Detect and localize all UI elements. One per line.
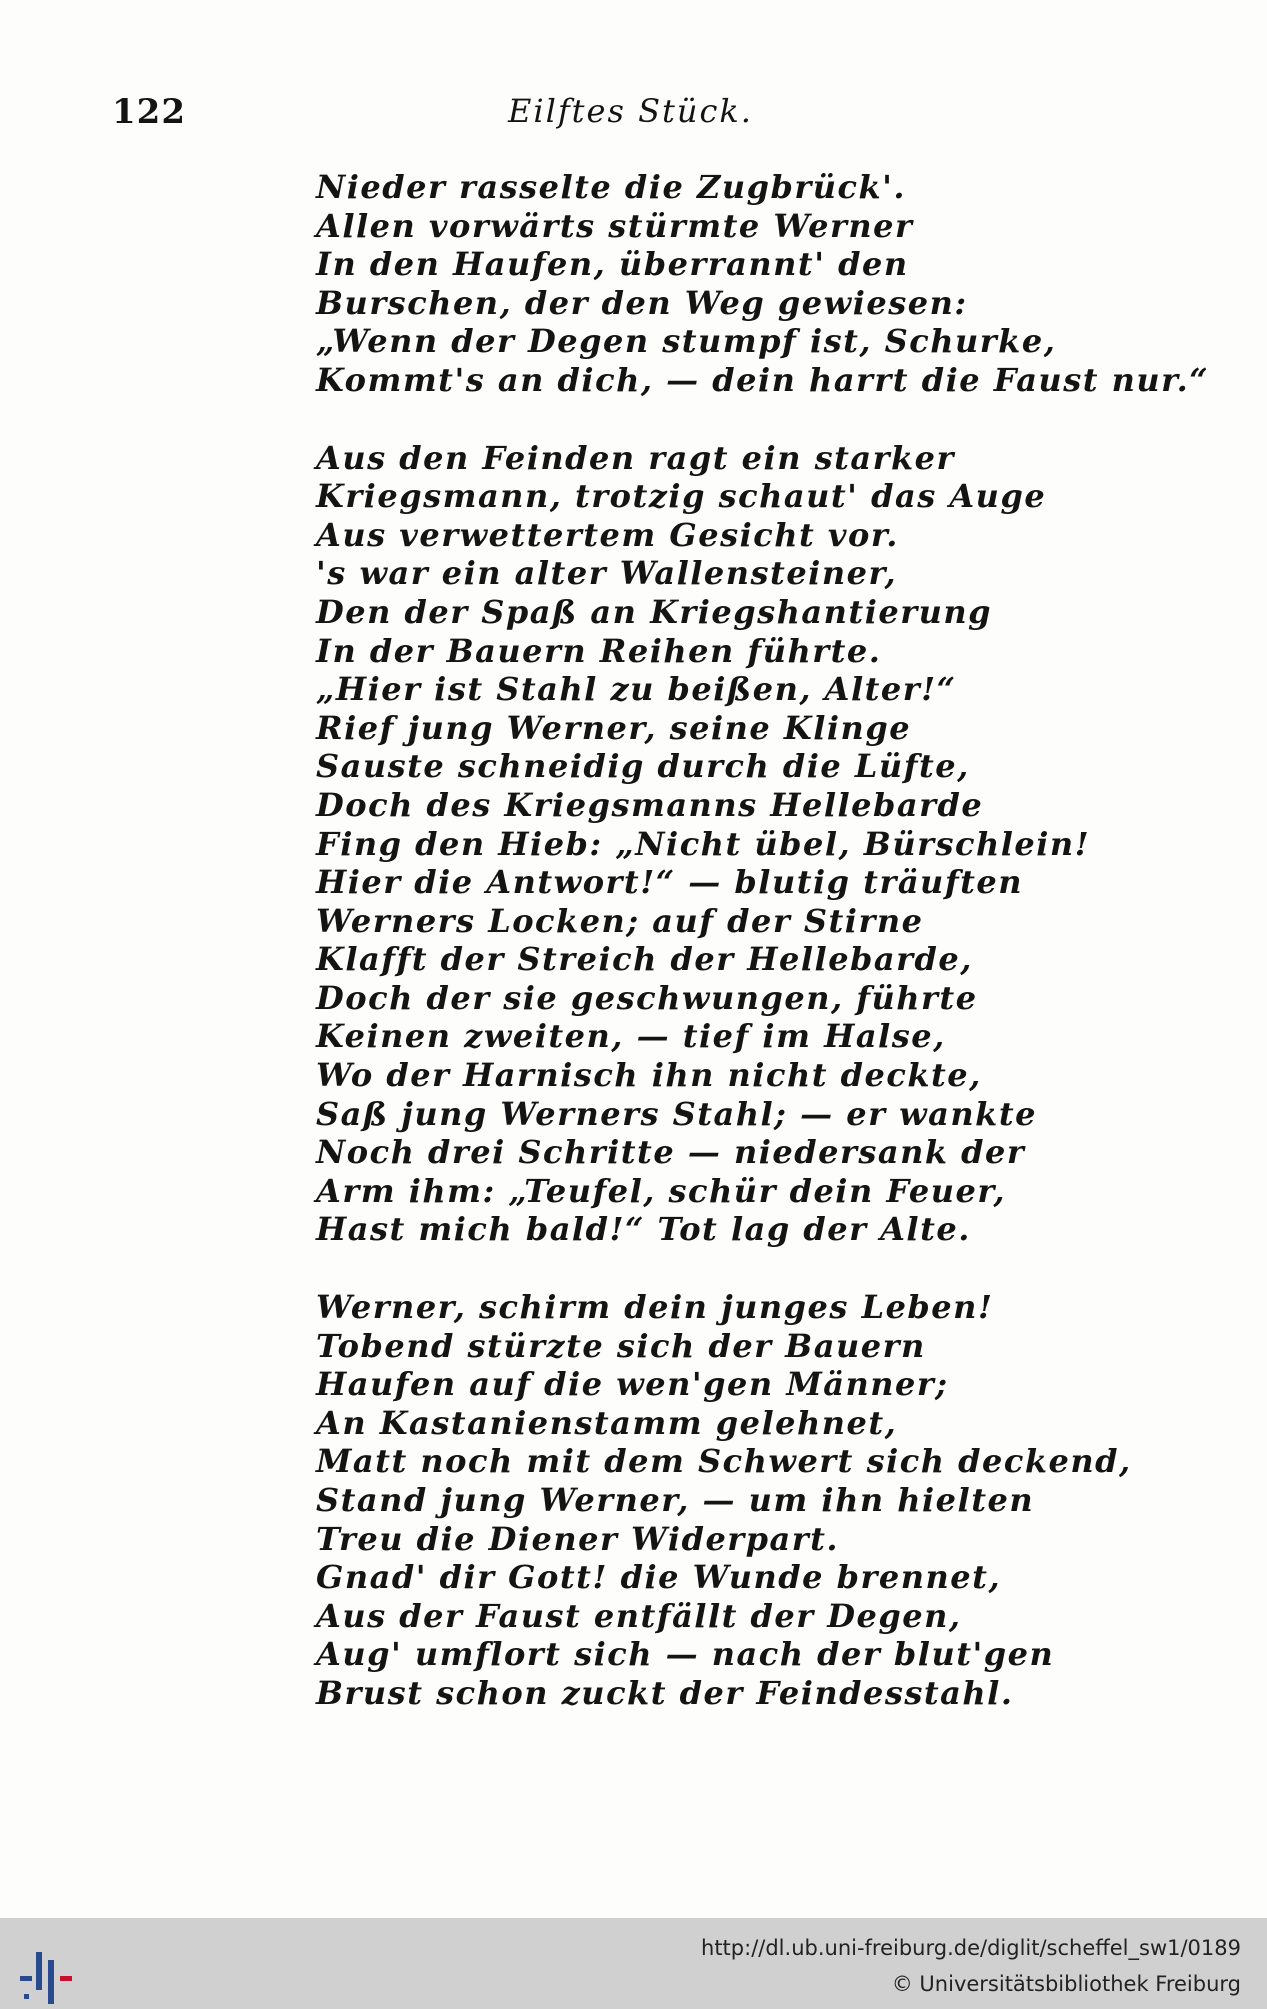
verse-line: Saß jung Werners Stahl; — er wankte [316,1094,1037,1133]
running-head: Eilftes Stück. [508,92,753,130]
verse-line: Gnad' dir Gott! die Wunde brennet, [316,1558,1002,1597]
verse-line: Aus verwettertem Gesicht vor. [316,515,899,554]
verse-line: Tobend stürzte sich der Bauern [316,1326,926,1365]
verse-line: Hast mich bald!“ Tot lag der Alte. [316,1210,971,1249]
verse-line: Arm ihm: „Teufel, schür dein Feuer, [316,1171,1006,1210]
verse-line: Nieder rasselte die Zugbrück'. [316,168,907,206]
stanza [316,168,1209,400]
verse-line: Klafft der Streich der Hellebarde, [316,940,973,979]
page-number: 122 [112,92,186,132]
verse-line: Haufen auf die wen'gen Männer; [316,1365,949,1404]
verse-line: In den Haufen, überrannt' den [316,245,909,284]
footer-url[interactable]: http://dl.ub.uni-freiburg.de/diglit/scheffel_sw1/0189 [701,1936,1241,1960]
verse-line: In der Bauern Reihen führte. [316,631,882,670]
stanza [316,1288,1209,1713]
verse-line: Rief jung Werner, seine Klinge [316,708,912,747]
verse-line: Keinen zweiten, — tief im Halse, [316,1017,946,1056]
verse-line: Fing den Hieb: „Nicht übel, Bürschlein! [316,824,1091,863]
verse-line: Doch der sie geschwungen, führte [316,978,978,1017]
verse-line: Treu die Diener Widerpart. [316,1519,840,1558]
verse-line: Allen vorwärts stürmte Werner [316,206,914,245]
verse-line: Kriegsmann, trotzig schaut' das Auge [316,477,1047,516]
verse-line: 's war ein alter Wallensteiner, [316,554,898,593]
verse-line: Werner, schirm dein junges Leben! [316,1288,994,1327]
library-logo-icon[interactable] [18,1952,82,2004]
verse-line: Sauste schneidig durch die Lüfte, [316,747,970,786]
verse-line: Werners Locken; auf der Stirne [316,901,924,940]
footer-copyright: © Universitätsbibliothek Freiburg [891,1972,1241,1996]
verse-line: „Wenn der Degen stumpf ist, Schurke, [316,322,1057,361]
verse-line: Wo der Harnisch ihn nicht deckte, [316,1056,982,1095]
verse-line: Burschen, der den Weg gewiesen: [316,283,968,322]
verse-line: Aus den Feinden ragt ein starker [316,438,955,477]
verse-line: „Hier ist Stahl zu beißen, Alter!“ [316,670,957,709]
footer-bar [0,1918,1267,2009]
verse-line: Stand jung Werner, — um ihn hielten [316,1481,1035,1519]
verse-line: Den der Spaß an Kriegshantierung [316,592,992,631]
poem-text [316,168,1209,1752]
verse-line: Aus der Faust entfällt der Degen, [316,1596,962,1635]
verse-line: Kommt's an dich, — dein harrt die Faust nur.“ [316,360,1210,399]
verse-line: An Kastanienstamm gelehnet, [316,1403,898,1442]
stanza [316,439,1209,1249]
verse-line: Brust schon zuckt der Feindesstahl. [316,1673,1014,1712]
verse-line: Aug' umflort sich — nach der blut'gen [316,1635,1055,1674]
verse-line: Hier die Antwort!“ — blutig träuften [316,863,1023,902]
verse-line: Doch des Kriegsmanns Hellebarde [316,785,984,824]
verse-line: Noch drei Schritte — niedersank der [316,1133,1026,1172]
verse-line: Matt noch mit dem Schwert sich deckend, [316,1442,1132,1481]
